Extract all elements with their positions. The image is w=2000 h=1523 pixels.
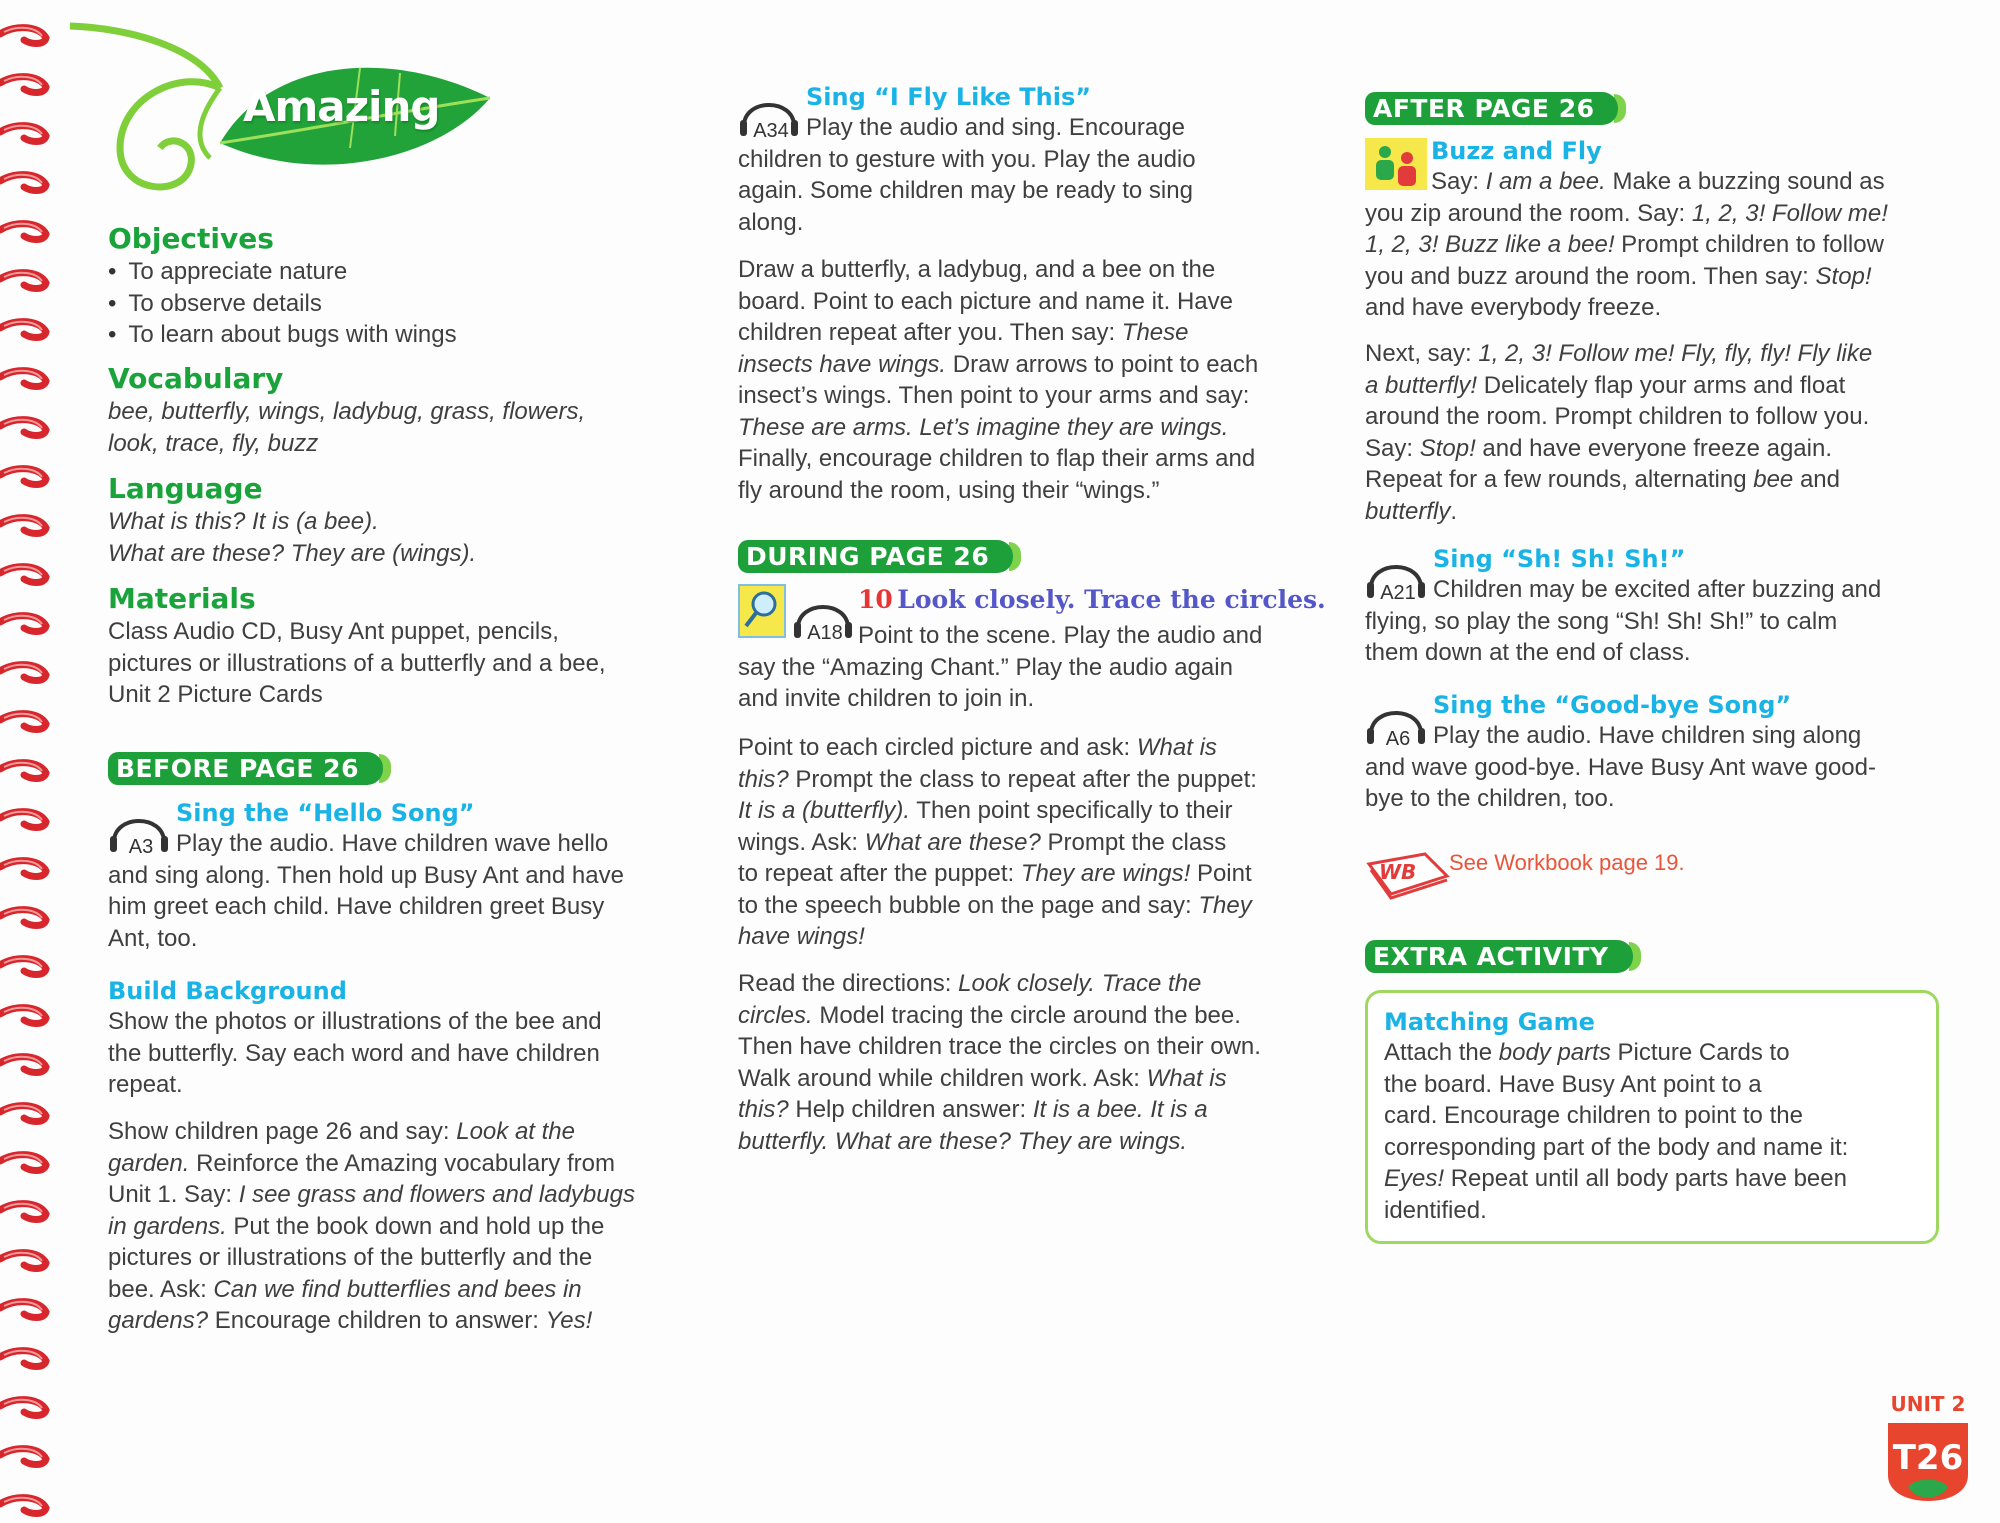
text-span: the board. Have Busy Ant point to a [1384, 1070, 1762, 1098]
text-span: Walk around while children work. Ask: [738, 1064, 1147, 1092]
text-span: What are these? [864, 828, 1041, 856]
text-span: Read the directions: [738, 970, 959, 997]
after-page-banner: AFTER PAGE 26 [1365, 92, 1618, 125]
buzz-fly-title: Buzz and Fly [1431, 137, 1602, 165]
text-span: butterfly. What are these? They are wings. [738, 1127, 1188, 1155]
text-span: butterfly [1365, 497, 1451, 525]
text-span: Draw a butterfly, a ladybug, and a bee on the [738, 256, 1216, 283]
text-span: card. Encourage children to point to the [1384, 1102, 1803, 1129]
before-page-banner: BEFORE PAGE 26 [108, 752, 383, 785]
text-span: These are arms. Let’s imagine they are wings. [738, 413, 1229, 441]
body-line: repeat. [108, 1071, 183, 1098]
audio-track-label: A6 [1385, 728, 1411, 750]
text-span: Then point specifically to their [910, 797, 1233, 824]
point-paragraph [738, 732, 1338, 953]
text-span: body parts [1498, 1039, 1611, 1066]
text-span: to the speech bubble on the page and say: [738, 891, 1199, 919]
text-span: gardens? [108, 1307, 209, 1334]
wb-badge: WB [1379, 860, 1417, 884]
body-line: and sing along. Then hold up Busy Ant and have [108, 861, 624, 889]
text-span: It is a bee. It is a [1032, 1096, 1208, 1123]
body-line: him greet each child. Have children greet Busy [108, 893, 605, 920]
text-span: you and buzz around the room. Then say: [1365, 262, 1816, 290]
text-span: These [1121, 319, 1189, 346]
badge-unit-label: UNIT 2 [1890, 1392, 1966, 1416]
text-span: Say: [1431, 168, 1486, 195]
body-line: Show the photos or illustrations of the bee and [108, 1008, 602, 1035]
list-item: • To appreciate nature [108, 256, 708, 288]
unit-title: Amazing [243, 82, 440, 131]
vocabulary-heading: Vocabulary [108, 362, 284, 395]
audio-track-label: A18 [807, 622, 843, 644]
audio-track-label: A34 [753, 120, 789, 142]
text-span: Eyes! [1384, 1165, 1445, 1192]
text-span: Stop! [1815, 262, 1872, 290]
list-item: • To learn about bugs with wings [108, 319, 708, 351]
text-span: Reinforce the Amazing vocabulary from [189, 1149, 615, 1177]
text-span: Prompt the class [1040, 828, 1227, 856]
body-line: bye to the children, too. [1365, 785, 1615, 812]
list-item: • To observe details [108, 288, 708, 320]
pair-work-icon [1365, 138, 1427, 190]
activity-title: Look closely. Trace the circles. [897, 585, 1326, 614]
unit-page-badge [1868, 1365, 1988, 1505]
draw-paragraph [738, 254, 1338, 506]
matching-game-box [1365, 990, 1939, 1244]
text-span: . [1450, 497, 1458, 525]
language-line: What are these? They are (wings). [108, 539, 477, 567]
text-span: I see grass and flowers and ladybugs [238, 1181, 635, 1208]
matching-game-title: Matching Game [1384, 1008, 1595, 1036]
text-span: pictures or illustrations of the butterfly and the [108, 1244, 593, 1271]
text-span: Help children answer: [788, 1096, 1033, 1123]
body-line: Play the audio. Have children sing along [1433, 722, 1862, 749]
hello-song-title: Sing the “Hello Song” [176, 799, 475, 827]
materials-line: pictures or illustrations of a butterfly and a bee, [108, 649, 606, 677]
vocabulary-line: look, trace, fly, buzz [108, 429, 319, 457]
next-paragraph [1365, 338, 1940, 527]
text-span: insects have wings. [738, 350, 947, 378]
workbook-link[interactable]: See Workbook page 19. [1449, 850, 1685, 875]
sh-song-title: Sing “Sh! Sh! Sh!” [1433, 545, 1686, 573]
build-background-title: Build Background [108, 977, 347, 1005]
buzz-fly-activity [1365, 136, 1940, 324]
text-span: Look closely. Trace the [958, 970, 1202, 997]
text-span: fly around the room, using their “wings.” [738, 476, 1160, 504]
sh-song-activity [1365, 544, 1940, 669]
spiral-coils [0, 28, 46, 1514]
body-line: Ant, too. [108, 924, 198, 952]
body-line: and wave good-bye. Have Busy Ant wave good- [1365, 753, 1876, 781]
goodbye-song-title: Sing the “Good-bye Song” [1433, 691, 1792, 719]
text-span: wings. Ask: [738, 828, 865, 856]
text-span: They are wings! [1020, 860, 1191, 887]
fly-song-title: Sing “I Fly Like This” [806, 83, 1092, 111]
look-closely-activity [738, 584, 1338, 715]
text-span: around the room. Prompt children to follow you. [1365, 403, 1870, 430]
text-span: Look at the [456, 1118, 575, 1145]
text-span: you zip around the room. Say: [1365, 199, 1692, 227]
text-span: 1, 2, 3! Follow me! [1691, 199, 1888, 227]
text-span: and have everybody freeze. [1365, 294, 1662, 321]
text-span: a butterfly! [1365, 371, 1478, 399]
text-span: Stop! [1419, 434, 1476, 462]
materials-heading: Materials [108, 582, 256, 615]
text-span: Delicately flap your arms and float [1477, 371, 1846, 399]
text-span: Finally, encourage children to flap their arms and [738, 445, 1256, 472]
text-span: Encourage children to answer: [208, 1307, 546, 1334]
activity-number: 10 [858, 585, 893, 614]
text-span: in gardens. [108, 1212, 227, 1240]
language-line: What is this? It is (a bee). [108, 508, 379, 535]
body-line: flying, so play the song “Sh! Sh! Sh!” to calm [1365, 607, 1838, 635]
body-line: again. Some children may be ready to sing [738, 177, 1193, 204]
text-span: Next, say: [1365, 340, 1479, 367]
body-line: the butterfly. Say each word and have children [108, 1039, 600, 1067]
body-line: say the “Amazing Chant.” Play the audio again [738, 653, 1233, 681]
text-span: bee. Ask: [108, 1275, 214, 1303]
text-span: this? [738, 765, 789, 793]
text-span: Point [1190, 860, 1252, 887]
body-line: along. [738, 208, 804, 236]
extra-activity-banner: EXTRA ACTIVITY [1365, 940, 1633, 973]
text-span: Prompt the class to repeat after the puppet: [788, 765, 1257, 793]
text-span: garden. [108, 1149, 190, 1177]
text-span: circles. [738, 1001, 813, 1029]
during-page-banner: DURING PAGE 26 [738, 540, 1013, 573]
body-line: Point to the scene. Play the audio and [858, 622, 1263, 649]
text-span: Then have children trace the circles on their own. [738, 1033, 1261, 1060]
text-span: They [1198, 891, 1252, 919]
text-span: Repeat until all body parts have been [1444, 1165, 1847, 1192]
text-span: to repeat after the puppet: [738, 860, 1021, 887]
text-span: have wings! [738, 923, 865, 950]
materials-line: Unit 2 Picture Cards [108, 681, 323, 708]
text-span: insect’s wings. Then point to your arms and say: [738, 382, 1250, 409]
read-directions-paragraph [738, 968, 1338, 1157]
text-span: children repeat after you. Then say: [738, 319, 1122, 346]
text-span: Say: [1365, 434, 1420, 462]
text-span: Yes! [545, 1307, 593, 1334]
body-line: Play the audio and sing. Encourage [806, 114, 1185, 141]
text-span: Point to each circled picture and ask: [738, 734, 1137, 761]
text-span: Make a buzzing sound as [1605, 168, 1885, 195]
text-span: Picture Cards to [1610, 1039, 1790, 1066]
hello-song-activity [108, 798, 708, 954]
goodbye-song-activity [1365, 690, 1940, 815]
vocabulary-line: bee, butterfly, wings, ladybug, grass, flowers, [108, 398, 586, 425]
text-span: Model tracing the circle around the bee. [812, 1001, 1241, 1029]
text-span: Unit 1. Say: [108, 1181, 239, 1208]
show-children-paragraph [108, 1116, 728, 1337]
objectives-heading: Objectives [108, 222, 274, 255]
text-span: Put the book down and hold up the [226, 1212, 605, 1240]
fly-song-activity [738, 82, 1338, 238]
text-span: I am a bee. [1485, 168, 1606, 195]
materials-line: Class Audio CD, Busy Ant puppet, pencils, [108, 618, 559, 645]
text-span: Show children page 26 and say: [108, 1118, 457, 1145]
text-span: Attach the [1384, 1039, 1499, 1066]
text-span: board. Point to each picture and name it. Have [738, 287, 1233, 315]
text-span: corresponding part of the body and name it: [1384, 1133, 1849, 1161]
text-span: 1, 2, 3! Follow me! Fly, fly, fly! Fly like [1478, 340, 1873, 367]
text-span: and [1793, 466, 1840, 493]
text-span: It is a (butterfly). [738, 797, 911, 824]
language-heading: Language [108, 472, 263, 505]
audio-track-label: A3 [128, 836, 154, 858]
magnifier-icon [738, 584, 786, 638]
workbook-reference [1365, 846, 1940, 902]
body-line: them down at the end of class. [1365, 639, 1691, 666]
text-span: Draw arrows to point to each [946, 350, 1259, 378]
text-span: this? [738, 1096, 789, 1123]
audio-track-label: A21 [1380, 582, 1416, 604]
text-span: bee [1753, 466, 1794, 493]
text-span: Can we find butterflies and bees in [213, 1275, 582, 1303]
text-span: Prompt children to follow [1614, 231, 1884, 258]
body-line: Play the audio. Have children wave hello [176, 830, 609, 857]
text-span: What is [1146, 1064, 1227, 1092]
body-line: children to gesture with you. Play the audio [738, 145, 1196, 173]
text-span: 1, 2, 3! Buzz like a bee! [1365, 231, 1615, 258]
text-span: Repeat for a few rounds, alternating [1365, 466, 1754, 493]
body-line: Children may be excited after buzzing and [1433, 576, 1882, 603]
badge-page-number: T26 [1892, 1438, 1964, 1478]
spiral-binding [0, 0, 60, 1523]
text-span: What is [1136, 734, 1217, 761]
objectives-list [108, 256, 708, 351]
body-line: and invite children to join in. [738, 685, 1035, 712]
text-span: identified. [1384, 1196, 1487, 1224]
text-span: and have everyone freeze again. [1475, 434, 1832, 462]
